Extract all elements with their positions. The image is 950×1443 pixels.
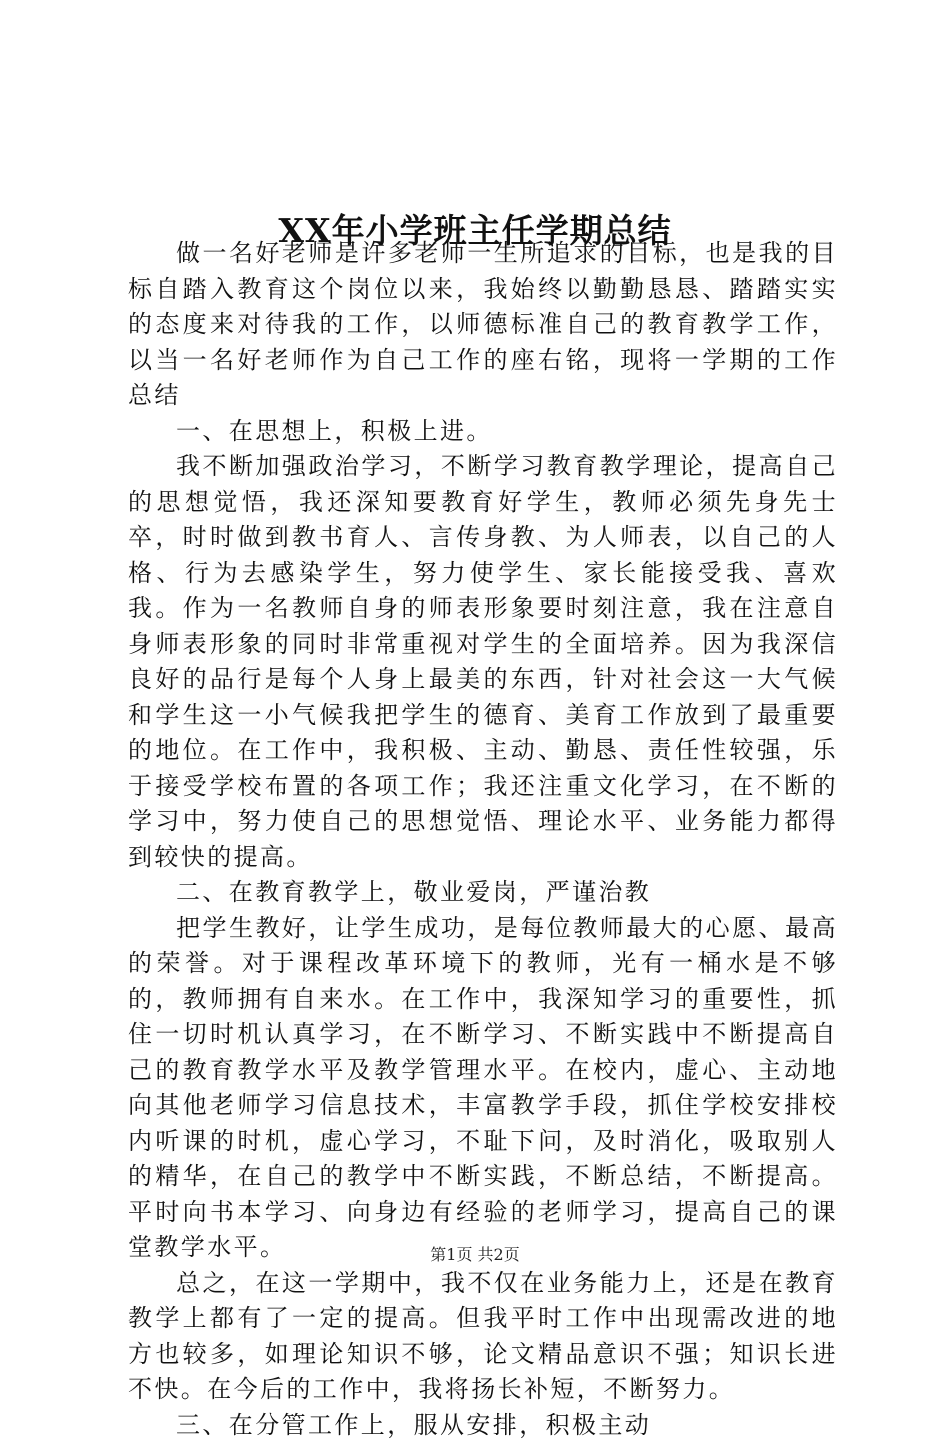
section-heading-2: 二、在教育教学上，敬业爱岗，严谨治教 [128,875,838,911]
page-title: XX年小学班主任学期总结 [0,205,950,257]
section-heading-3: 三、在分管工作上，服从安排，积极主动 [128,1408,838,1443]
paragraph-summary: 总之，在这一学期中，我不仅在业务能力上，还是在教育教学上都有了一定的提高。但我平时工作中出现需改进的地方也较多，如理论知识不够，论文精品意识不强；知识长进不快。在今后的工作中，我将扬长补短，不断努力。 [128,1266,838,1408]
paragraph-section-2: 把学生教好，让学生成功，是每位教师最大的心愿、最高的荣誉。对于课程改革环境下的教师，光有一桶水是不够的，教师拥有自来水。在工作中，我深知学习的重要性，抓住一切时机认真学习，在不断学习、不断实践中不断提高自己的教育教学水平及教学管理水平。在校内，虚心、主动地向其他老师学习信息技术，丰富教学手段，抓住学校安排校内听课的时机，虚心学习，不耻下问，及时消化，吸取别人的精华，在自己的教学中不断实践，不断总结，不断提高。平时向书本学习、向身边有经验的老师学习，提高自己的课堂教学水平。 [128,911,838,1266]
paragraph-intro: 做一名好老师是许多老师一生所追求的目标，也是我的目标自踏入教育这个岗位以来，我始终以勤勤恳恳、踏踏实实的态度来对待我的工作，以师德标准自己的教育教学工作，以当一名好老师作为自己工作的座右铭，现将一学期的工作总结 [128,236,838,414]
section-heading-1: 一、在思想上，积极上进。 [128,414,838,450]
page-number-footer: 第1页 共2页 [0,1243,950,1267]
paragraph-section-1: 我不断加强政治学习，不断学习教育教学理论，提高自己的思想觉悟，我还深知要教育好学生，教师必须先身先士卒，时时做到教书育人、言传身教、为人师表，以自己的人格、行为去感染学生，努力使学生、家长能接受我、喜欢我。作为一名教师自身的师表形象要时刻注意，我在注意自身师表形象的同时非常重视对学生的全面培养。因为我深信良好的品行是每个人身上最美的东西，针对社会这一大气候和学生这一小气候我把学生的德育、美育工作放到了最重要的地位。在工作中，我积极、主动、勤恳、责任性较强，乐于接受学校布置的各项工作；我还注重文化学习，在不断的学习中，努力使自己的思想觉悟、理论水平、业务能力都得到较快的提高。 [128,449,838,875]
